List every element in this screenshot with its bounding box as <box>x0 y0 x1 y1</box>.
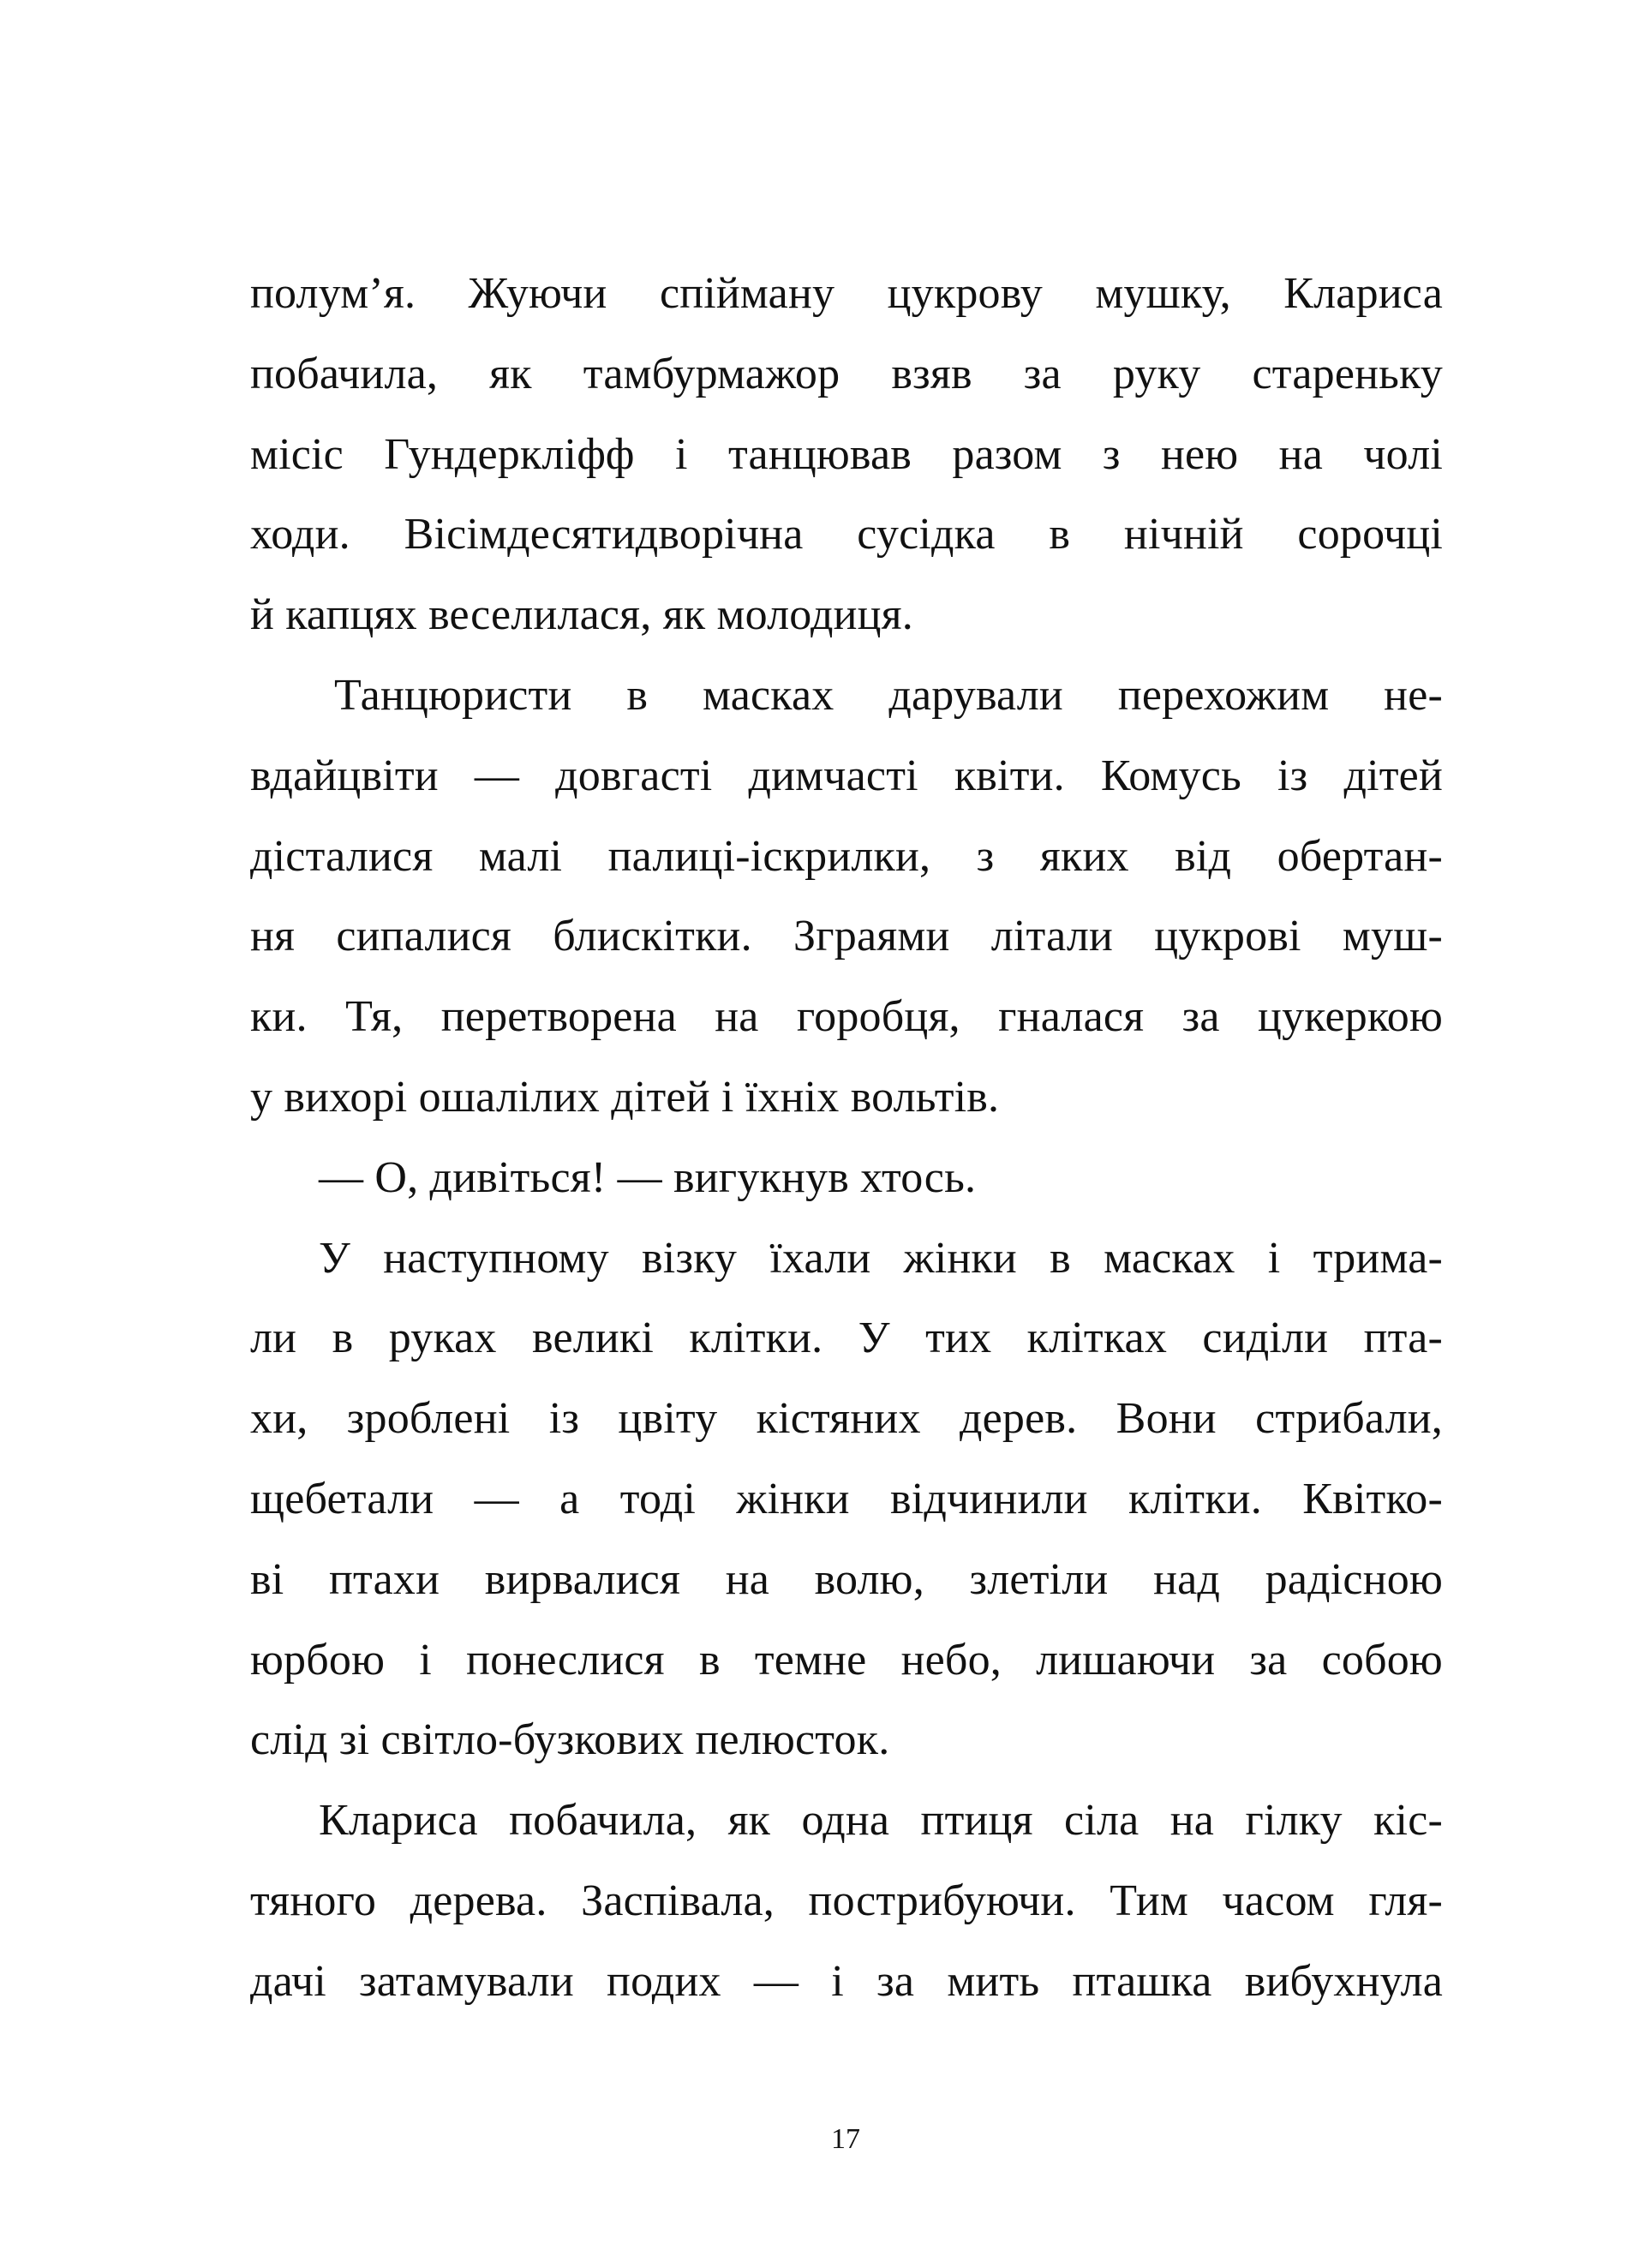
text-line: щебетали — а тоді жінки відчинили клітки. Квітко- <box>250 1474 1443 1523</box>
text-line: у вихорі ошалілих дітей і їхніх вольтів. <box>250 1072 1000 1122</box>
text-line: слід зі світло-бузкових пелюсток. <box>250 1715 890 1765</box>
text-line: тяного дерева. Заспівала, пострибуючи. Тим часом гля- <box>250 1876 1443 1925</box>
dialogue-paragraph <box>250 1138 1443 1218</box>
text-line: У наступному візку їхали жінки в масках і трима- <box>319 1233 1443 1283</box>
paragraph <box>250 1218 1443 1781</box>
text-line: — О, дивіться! — вигукнув хтось. <box>319 1152 977 1202</box>
text-line: Клариса побачила, як одна птиця сіла на гілку кіс- <box>319 1796 1443 1846</box>
text-line: дісталися малі палиці-іскрилки, з яких від обертан- <box>250 831 1443 881</box>
text-line: Танцюристи в масках дарували перехожим не- <box>334 670 1443 720</box>
body-text <box>250 254 1443 2022</box>
text-line: полум’я. Жуючи спійману цукрову мушку, Клариса <box>250 269 1443 318</box>
page-number: 17 <box>831 2123 860 2155</box>
text-line: юрбою і понеслися в темне небо, лишаючи за собою <box>250 1635 1443 1685</box>
text-line: ві птахи вирвалися на волю, злетіли над радісною <box>250 1554 1443 1604</box>
paragraph <box>250 254 1443 655</box>
text-line: побачила, як тамбурмажор взяв за руку стареньку <box>250 349 1443 398</box>
text-line: ли в руках великі клітки. У тих клітках сиділи пта- <box>250 1314 1443 1363</box>
text-line: вдайцвіти — довгасті димчасті квіти. Комусь із дітей <box>250 751 1443 800</box>
text-line: ки. Тя, перетворена на горобця, гналася за цукеркою <box>250 992 1443 1042</box>
text-line: дачі затамували подих — і за мить пташка вибухнула <box>250 1956 1443 2006</box>
paragraph <box>250 655 1443 1138</box>
text-line: ня сипалися блискітки. Зграями літали цукрові муш- <box>250 912 1443 961</box>
text-line: ходи. Вісімдесятидворічна сусідка в нічній сорочці <box>250 510 1443 560</box>
paragraph <box>250 1780 1443 2021</box>
text-line: місіс Гундеркліфф і танцював разом з нею на чолі <box>250 429 1443 479</box>
text-line: хи, зроблені із цвіту кістяних дерев. Вони стрибали, <box>250 1394 1443 1444</box>
text-line: й капцях веселилася, як молодиця. <box>250 590 913 640</box>
